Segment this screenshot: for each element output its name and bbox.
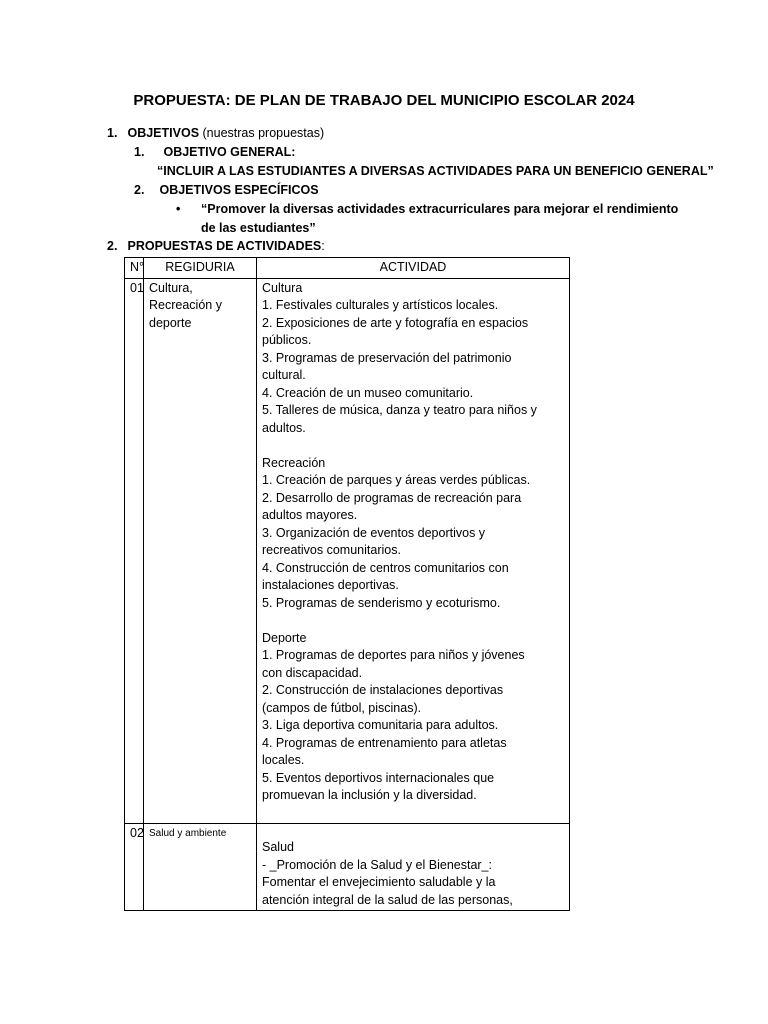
activity-line: 1. Festivales culturales y artísticos locales. <box>262 298 499 312</box>
objetivo-general-label: OBJETIVO GENERAL: <box>163 145 296 159</box>
header-regiduria: REGIDURIA <box>144 258 257 279</box>
activity-line: (campos de fútbol, piscinas). <box>262 700 422 715</box>
objetivo-especifico-line2: de las estudiantes” <box>201 221 316 235</box>
activity-line: públicos. <box>262 333 312 347</box>
activity-line: promuevan la inclusión y la diversidad. <box>262 788 477 802</box>
header-number: N° <box>125 258 144 279</box>
activity-line: locales. <box>262 753 305 767</box>
objetivos-note: (nuestras propuestas) <box>202 126 325 140</box>
objetivos-label: OBJETIVOS <box>127 126 200 140</box>
activity-line: Deporte <box>262 630 307 645</box>
row-actividad-lines <box>262 839 564 909</box>
activity-line <box>262 612 564 630</box>
objetivo-especifico-bullet: • <box>176 202 181 216</box>
row-actividad <box>257 278 570 824</box>
activity-line: 5. Talleres de música, danza y teatro para niños y <box>262 403 537 417</box>
activity-line: Cultura <box>262 280 303 295</box>
row-regiduria: Salud y ambiente <box>144 824 257 911</box>
activity-line: 2. Exposiciones de arte y fotografía en espacios <box>262 315 529 330</box>
propuestas-heading <box>107 239 325 253</box>
activity-line: con discapacidad. <box>262 665 363 680</box>
objetivo-especifico-line1: “Promover la diversas actividades extracurriculares para mejorar el rendimiento <box>201 202 679 216</box>
activity-line: 3. Liga deportiva comunitaria para adultos. <box>262 718 499 732</box>
activity-line: - _Promoción de la Salud y el Bienestar_: <box>262 857 492 872</box>
activity-line: 5. Eventos deportivos internacionales que <box>262 770 495 785</box>
objetivos-especificos-number: 2. <box>134 183 145 197</box>
objetivo-general-heading <box>134 145 295 159</box>
activity-line: 1. Creación de parques y áreas verdes públicas. <box>262 473 531 487</box>
row-number: 01 <box>125 278 144 824</box>
activity-line: adultos mayores. <box>262 508 358 522</box>
propuestas-label: PROPUESTAS DE ACTIVIDADES <box>127 239 322 253</box>
row-number: 02 <box>125 824 144 911</box>
page-title: PROPUESTA: DE PLAN DE TRABAJO DEL MUNICIPIO ESCOLAR 2024 <box>133 92 635 109</box>
activity-line <box>262 437 564 455</box>
activities-table <box>124 257 570 911</box>
table-row <box>125 278 570 824</box>
activity-line: atención integral de la salud de las personas, <box>262 892 513 907</box>
activity-line: 2. Desarrollo de programas de recreación para <box>262 490 522 505</box>
objetivos-heading <box>107 126 324 140</box>
objetivo-general-number: 1. <box>134 145 145 159</box>
activity-line: 3. Organización de eventos deportivos y <box>262 525 486 540</box>
activity-line: 2. Construcción de instalaciones deportivas <box>262 683 504 697</box>
table-header-row <box>125 258 570 279</box>
activity-line: Recreación <box>262 455 326 470</box>
header-actividad: ACTIVIDAD <box>257 258 570 279</box>
activity-line: 3. Programas de preservación del patrimonio <box>262 350 512 365</box>
objetivos-number: 1. <box>107 126 118 140</box>
objetivos-especificos-heading <box>134 183 319 197</box>
propuestas-number: 2. <box>107 239 118 253</box>
objetivo-general-text: “INCLUIR A LAS ESTUDIANTES A DIVERSAS ACTIVIDADES PARA UN BENEFICIO GENERAL” <box>157 164 714 178</box>
activity-line: 5. Programas de senderismo y ecoturismo. <box>262 595 501 610</box>
activity-line: recreativos comunitarios. <box>262 543 401 557</box>
activity-line: 1. Programas de deportes para niños y jóvenes <box>262 648 525 662</box>
activity-line: cultural. <box>262 368 306 382</box>
activity-line: adultos. <box>262 420 306 435</box>
activity-line <box>262 805 564 823</box>
objetivos-especificos-label: OBJETIVOS ESPECÍFICOS <box>159 183 319 197</box>
row-regiduria: Cultura, Recreación y deporte <box>144 278 257 824</box>
activity-line: 4. Programas de entrenamiento para atletas <box>262 735 507 750</box>
activity-line: instalaciones deportivas. <box>262 578 399 592</box>
propuestas-colon: : <box>321 239 325 253</box>
row-actividad <box>257 824 570 911</box>
table-row <box>125 824 570 911</box>
activity-line: Salud <box>262 840 294 854</box>
activity-line: 4. Construcción de centros comunitarios con <box>262 560 509 575</box>
activity-line: 4. Creación de un museo comunitario. <box>262 385 474 400</box>
activity-line: Fomentar el envejecimiento saludable y la <box>262 875 496 889</box>
